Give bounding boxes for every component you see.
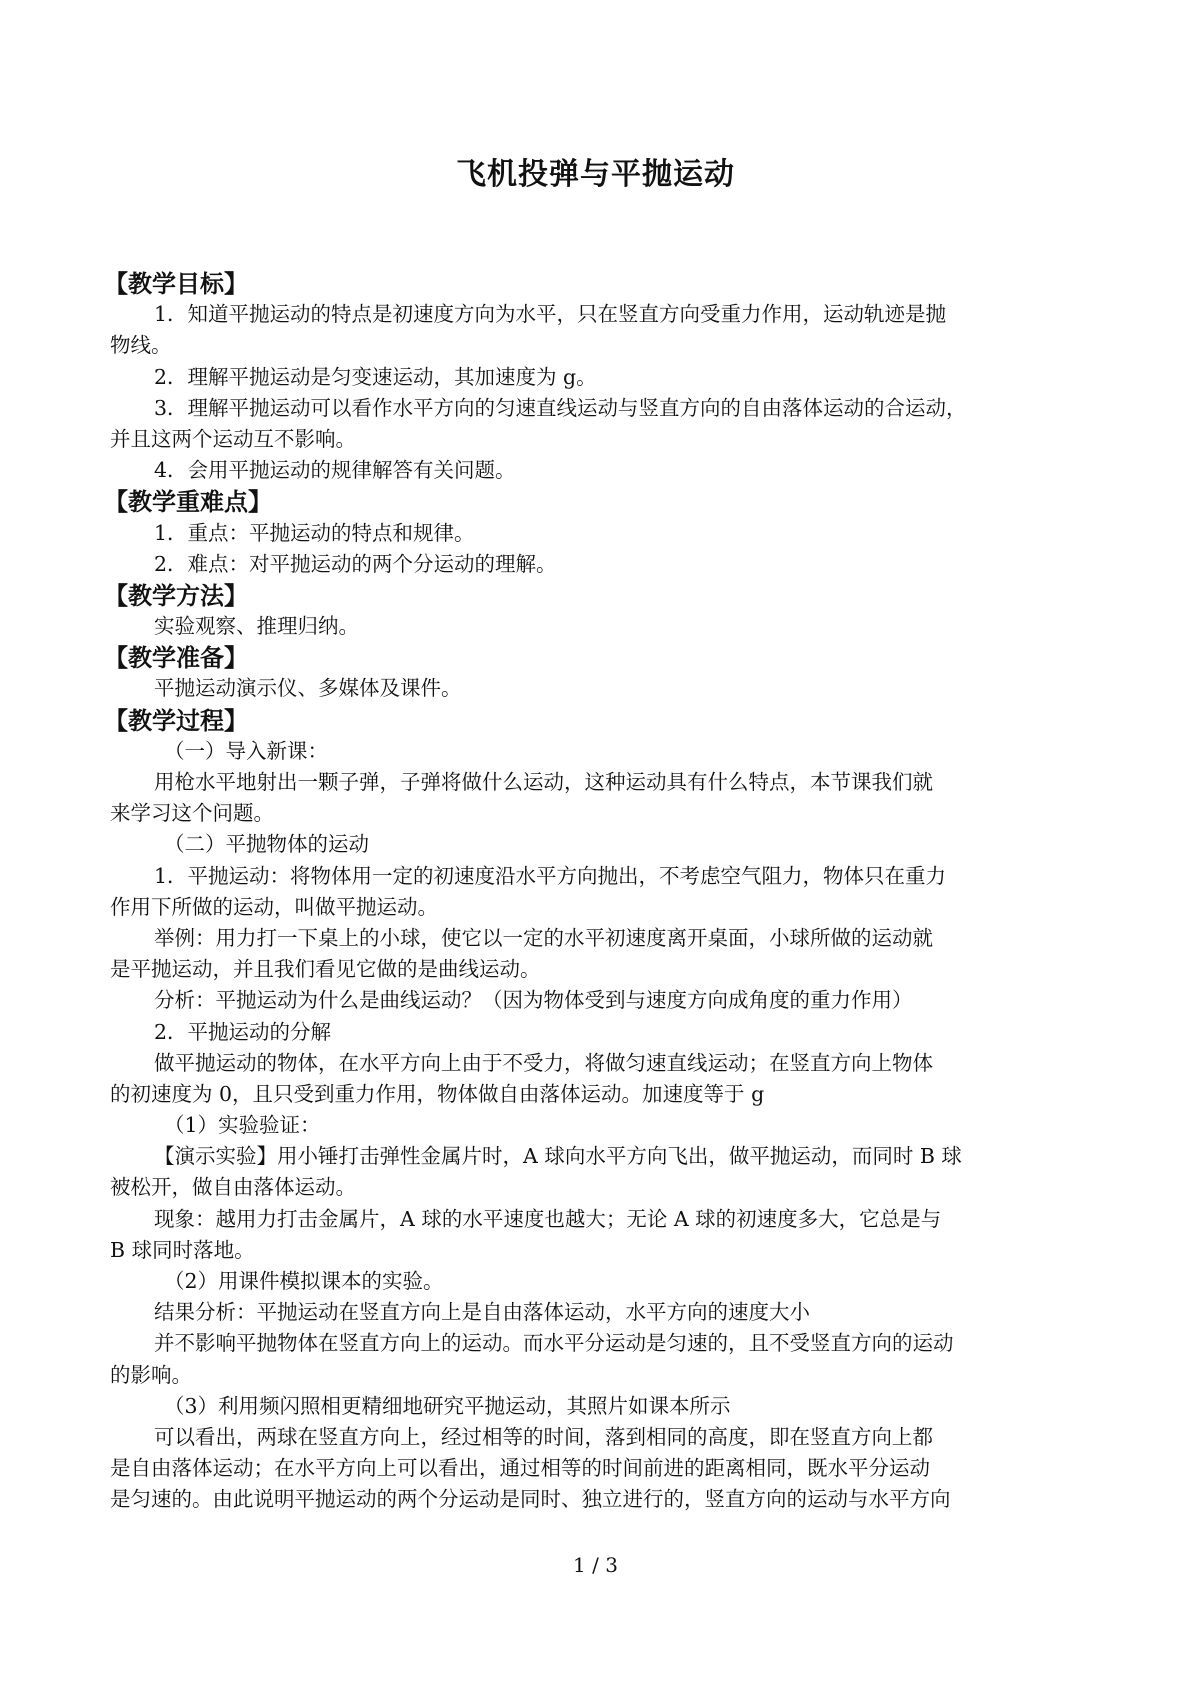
text-line: 被松开，做自由落体运动。 [110, 1175, 356, 1200]
text-line: 1．重点：平抛运动的特点和规律。 [154, 520, 475, 545]
text-line: 举例：用力打一下桌上的小球，使它以一定的水平初速度离开桌面，小球所做的运动就 [154, 925, 933, 950]
text-line: 的影响。 [110, 1362, 192, 1387]
text-line: （二）平抛物体的运动 [164, 832, 369, 857]
text-line: （一）导入新课： [164, 738, 328, 763]
text-line: 平抛运动演示仪、多媒体及课件。 [154, 676, 462, 701]
text-line: （2）用课件模拟课本的实验。 [164, 1269, 444, 1293]
text-line: 4．会用平抛运动的规律解答有关问题。 [154, 458, 516, 483]
text-line: 物线。 [110, 333, 172, 358]
text-line: 做平抛运动的物体，在水平方向上由于不受力，将做匀速直线运动；在竖直方向上物体 [154, 1050, 933, 1075]
text-line: 3．理解平抛运动可以看作水平方向的匀速直线运动与竖直方向的自由落体运动的合运动， [154, 395, 967, 420]
section-heading: 【教学方法】 [104, 580, 248, 610]
text-line: 来学习这个问题。 [110, 801, 274, 826]
text-line: 实验观察、推理归纳。 [154, 614, 359, 639]
text-line: （3）利用频闪照相更精细地研究平抛运动，其照片如课本所示 [164, 1393, 731, 1418]
section-heading: 【教学目标】 [104, 269, 248, 298]
text-line: 2．理解平抛运动是匀变速运动，其加速度为 g。 [154, 364, 597, 389]
text-line: 【演示实验】用小锤打击弹性金属片时，A 球向水平方向飞出，做平抛运动，而同时 B 球 [154, 1144, 962, 1169]
section-heading: 【教学准备】 [104, 643, 248, 673]
text-line: （1）实验验证： [164, 1113, 321, 1138]
text-line: 结果分析：平抛运动在竖直方向上是自由落体运动，水平方向的速度大小 [154, 1300, 810, 1325]
text-line: 2．平抛运动的分解 [154, 1019, 332, 1044]
document-title: 飞机投弹与平抛运动 [456, 157, 735, 192]
text-line: 用枪水平地射出一颗子弹，子弹将做什么运动，这种运动具有什么特点，本节课我们就 [154, 770, 933, 794]
text-line: 1．平抛运动：将物体用一定的初速度沿水平方向抛出，不考虑空气阻力，物体只在重力 [154, 863, 947, 888]
text-line: B 球同时落地。 [110, 1237, 255, 1262]
text-line: 是自由落体运动；在水平方向上可以看出，通过相等的时间前进的距离相同，既水平分运动 [110, 1456, 930, 1481]
text-line: 并不影响平抛物体在竖直方向上的运动。而水平分运动是匀速的，且不受竖直方向的运动 [154, 1331, 954, 1356]
text-line: 2．难点：对平抛运动的两个分运动的理解。 [154, 551, 557, 576]
text-line: 现象：越用力打击金属片，A 球的水平速度也越大；无论 A 球的初速度多大，它总是与 [154, 1206, 942, 1231]
text-line: 是匀速的。由此说明平抛运动的两个分运动是同时、独立进行的，竖直方向的运动与水平方向 [110, 1487, 951, 1512]
text-line: 作用下所做的运动，叫做平抛运动。 [110, 894, 438, 919]
text-line: 的初速度为 0，且只受到重力作用，物体做自由落体运动。加速度等于 g [110, 1081, 765, 1106]
text-line: 分析：平抛运动为什么是曲线运动？（因为物体受到与速度方向成角度的重力作用） [154, 988, 913, 1013]
text-line: 1．知道平抛运动的特点是初速度方向为水平，只在竖直方向受重力作用，运动轨迹是抛 [154, 302, 947, 327]
section-heading: 【教学重难点】 [104, 487, 272, 517]
section-heading: 【教学过程】 [104, 705, 248, 735]
document-body [104, 268, 1093, 1516]
text-line: 是平抛运动，并且我们看见它做的是曲线运动。 [110, 957, 541, 982]
text-line: 并且这两个运动互不影响。 [110, 426, 356, 451]
text-line: 可以看出，两球在竖直方向上，经过相等的时间，落到相同的高度，即在竖直方向上都 [154, 1424, 933, 1449]
page-number: 1 / 3 [573, 1553, 618, 1577]
